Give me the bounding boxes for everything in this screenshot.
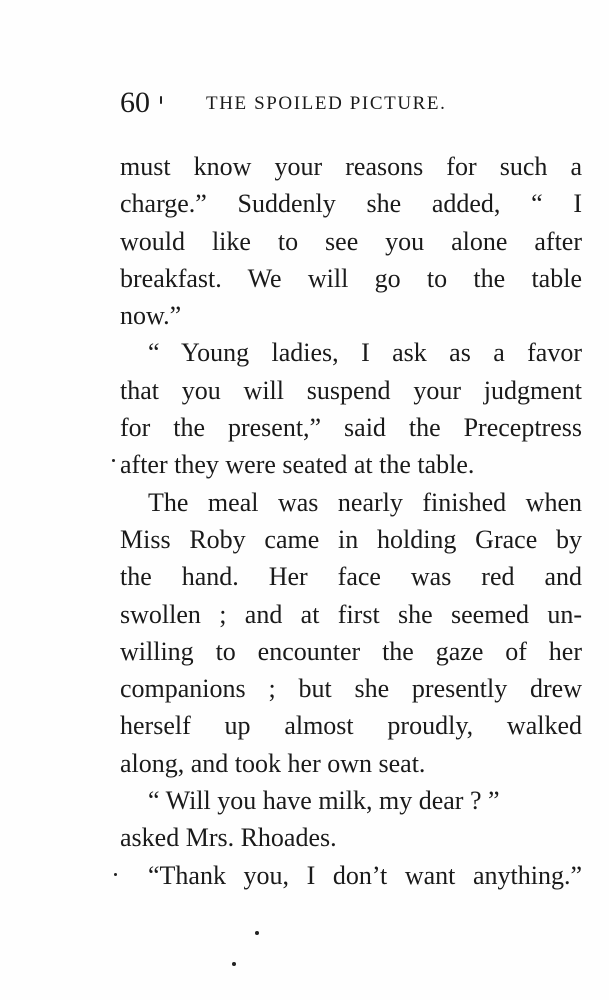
running-title: THE SPOILED PICTURE. <box>206 93 447 114</box>
text-line: asked Mrs. Rhoades. <box>120 823 337 853</box>
text-line: herself up almost proudly, walked <box>120 711 582 741</box>
ink-speck <box>232 962 236 966</box>
text-line: Miss Roby came in holding Grace by <box>120 524 582 554</box>
ink-speck <box>114 873 117 876</box>
text-line: for the present,” said the Preceptress <box>120 413 582 443</box>
text-line: after they were seated at the table. <box>120 450 475 480</box>
text-line: charge.” Suddenly she added, “ I <box>120 189 582 219</box>
text-line: must know your reasons for such a <box>120 152 582 181</box>
text-line: willing to encounter the gaze of her <box>120 636 582 666</box>
text-line: now.” <box>120 301 182 331</box>
text-line: the hand. Her face was red and <box>120 562 582 592</box>
page-number: 60 <box>120 86 150 119</box>
ink-speck <box>255 931 259 935</box>
text-line: “ Young ladies, I ask as a favor <box>148 338 582 368</box>
text-line: that you will suspend your judgment <box>120 375 582 405</box>
ink-speck <box>160 96 162 104</box>
text-line: would like to see you alone after <box>120 226 582 256</box>
text-line: along, and took her own seat. <box>120 748 426 778</box>
text-line: “ Will you have milk, my dear ? ” <box>148 786 500 816</box>
page-header <box>120 86 580 120</box>
text-line: companions ; but she presently drew <box>120 674 582 704</box>
body-text <box>120 148 582 894</box>
text-line: “Thank you, I don’t want anything.” <box>148 860 582 890</box>
text-line: breakfast. We will go to the table <box>120 263 582 293</box>
ink-speck <box>112 459 115 462</box>
text-line: The meal was nearly finished when <box>148 487 582 517</box>
text-line: swollen ; and at first she seemed un- <box>120 599 582 629</box>
